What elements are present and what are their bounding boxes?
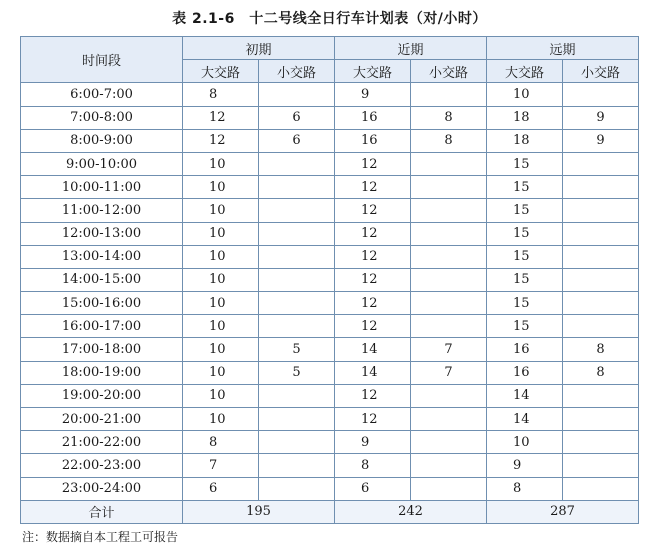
header-group-near: 近期 — [335, 37, 487, 60]
period-cell: 6:00-7:00 — [21, 83, 183, 106]
table-row — [21, 431, 639, 454]
small-route-cell — [259, 83, 335, 106]
period-cell: 20:00-21:00 — [21, 408, 183, 431]
table-row — [21, 129, 639, 152]
small-route-cell: 8 — [411, 106, 487, 129]
small-route-cell — [411, 454, 487, 477]
table-row — [21, 106, 639, 129]
table-row — [21, 245, 639, 268]
small-route-cell — [563, 222, 639, 245]
large-route-cell: 8 — [183, 83, 259, 106]
large-route-cell: 10 — [183, 292, 259, 315]
small-route-cell — [411, 222, 487, 245]
large-route-cell: 12 — [183, 129, 259, 152]
large-route-cell: 9 — [487, 454, 563, 477]
small-route-cell — [411, 152, 487, 175]
large-route-cell: 12 — [335, 152, 411, 175]
large-route-cell: 15 — [487, 315, 563, 338]
small-route-cell — [563, 292, 639, 315]
large-route-cell: 8 — [335, 454, 411, 477]
large-route-cell: 8 — [183, 431, 259, 454]
small-route-cell — [259, 315, 335, 338]
table-row — [21, 292, 639, 315]
large-route-cell: 10 — [183, 268, 259, 291]
period-cell: 17:00-18:00 — [21, 338, 183, 361]
period-cell: 23:00-24:00 — [21, 477, 183, 500]
large-route-cell: 12 — [335, 408, 411, 431]
large-route-cell: 15 — [487, 268, 563, 291]
period-cell: 21:00-22:00 — [21, 431, 183, 454]
small-route-cell — [259, 454, 335, 477]
small-route-cell: 9 — [563, 106, 639, 129]
small-route-cell — [563, 315, 639, 338]
large-route-cell: 14 — [487, 384, 563, 407]
large-route-cell: 14 — [335, 361, 411, 384]
small-route-cell — [411, 199, 487, 222]
large-route-cell: 14 — [487, 408, 563, 431]
period-cell: 16:00-17:00 — [21, 315, 183, 338]
header-group-initial: 初期 — [183, 37, 335, 60]
large-route-cell: 12 — [335, 245, 411, 268]
total-value: 195 — [183, 500, 335, 523]
table-row — [21, 199, 639, 222]
large-route-cell: 15 — [487, 245, 563, 268]
large-route-cell: 16 — [487, 361, 563, 384]
table-row — [21, 384, 639, 407]
header-sub-large: 大交路 — [487, 60, 563, 83]
total-row — [21, 500, 639, 523]
period-cell: 7:00-8:00 — [21, 106, 183, 129]
small-route-cell — [563, 477, 639, 500]
large-route-cell: 10 — [183, 152, 259, 175]
small-route-cell — [563, 176, 639, 199]
period-cell: 14:00-15:00 — [21, 268, 183, 291]
small-route-cell — [411, 176, 487, 199]
small-route-cell — [563, 199, 639, 222]
table-row — [21, 454, 639, 477]
table-row — [21, 222, 639, 245]
small-route-cell: 9 — [563, 129, 639, 152]
table-row — [21, 477, 639, 500]
large-route-cell: 10 — [183, 384, 259, 407]
small-route-cell — [259, 384, 335, 407]
small-route-cell — [411, 292, 487, 315]
table-title: 表 2.1-6 十二号线全日行车计划表（对/小时） — [172, 11, 487, 27]
small-route-cell: 7 — [411, 338, 487, 361]
large-route-cell: 15 — [487, 292, 563, 315]
small-route-cell: 6 — [259, 129, 335, 152]
small-route-cell: 8 — [411, 129, 487, 152]
small-route-cell — [411, 408, 487, 431]
small-route-cell — [411, 315, 487, 338]
small-route-cell — [259, 408, 335, 431]
small-route-cell: 6 — [259, 106, 335, 129]
large-route-cell: 10 — [183, 315, 259, 338]
small-route-cell — [563, 384, 639, 407]
large-route-cell: 10 — [183, 408, 259, 431]
small-route-cell — [259, 222, 335, 245]
header-period: 时间段 — [21, 37, 183, 83]
large-route-cell: 15 — [487, 152, 563, 175]
table-row — [21, 268, 639, 291]
period-cell: 13:00-14:00 — [21, 245, 183, 268]
large-route-cell: 18 — [487, 129, 563, 152]
table-row — [21, 338, 639, 361]
large-route-cell: 10 — [183, 222, 259, 245]
large-route-cell: 15 — [487, 176, 563, 199]
table-row — [21, 176, 639, 199]
small-route-cell — [259, 477, 335, 500]
period-cell: 19:00-20:00 — [21, 384, 183, 407]
small-route-cell — [259, 431, 335, 454]
large-route-cell: 10 — [183, 338, 259, 361]
large-route-cell: 6 — [183, 477, 259, 500]
large-route-cell: 10 — [183, 199, 259, 222]
table-row — [21, 315, 639, 338]
table-note: 注：数据摘自本工程工可报告 — [22, 530, 179, 544]
header-sub-large: 大交路 — [183, 60, 259, 83]
header-sub-small: 小交路 — [411, 60, 487, 83]
small-route-cell — [563, 152, 639, 175]
large-route-cell: 8 — [487, 477, 563, 500]
large-route-cell: 9 — [335, 431, 411, 454]
large-route-cell: 12 — [335, 176, 411, 199]
header-sub-small: 小交路 — [259, 60, 335, 83]
large-route-cell: 10 — [183, 245, 259, 268]
period-cell: 11:00-12:00 — [21, 199, 183, 222]
large-route-cell: 12 — [335, 292, 411, 315]
large-route-cell: 16 — [487, 338, 563, 361]
large-route-cell: 9 — [335, 83, 411, 106]
large-route-cell: 6 — [335, 477, 411, 500]
large-route-cell: 18 — [487, 106, 563, 129]
large-route-cell: 10 — [487, 83, 563, 106]
small-route-cell — [563, 83, 639, 106]
large-route-cell: 12 — [183, 106, 259, 129]
period-cell: 15:00-16:00 — [21, 292, 183, 315]
small-route-cell: 5 — [259, 338, 335, 361]
table-row — [21, 83, 639, 106]
small-route-cell: 8 — [563, 338, 639, 361]
small-route-cell — [563, 268, 639, 291]
small-route-cell — [411, 245, 487, 268]
large-route-cell: 12 — [335, 384, 411, 407]
header-group-far: 远期 — [487, 37, 639, 60]
period-cell: 9:00-10:00 — [21, 152, 183, 175]
header-sub-large: 大交路 — [335, 60, 411, 83]
small-route-cell — [411, 268, 487, 291]
large-route-cell: 12 — [335, 315, 411, 338]
table-row — [21, 152, 639, 175]
large-route-cell: 15 — [487, 199, 563, 222]
small-route-cell — [563, 408, 639, 431]
large-route-cell: 14 — [335, 338, 411, 361]
schedule-table — [20, 36, 639, 524]
small-route-cell — [563, 245, 639, 268]
period-cell: 18:00-19:00 — [21, 361, 183, 384]
large-route-cell: 12 — [335, 268, 411, 291]
total-value: 242 — [335, 500, 487, 523]
header-sub-small: 小交路 — [563, 60, 639, 83]
small-route-cell: 5 — [259, 361, 335, 384]
large-route-cell: 7 — [183, 454, 259, 477]
small-route-cell — [411, 83, 487, 106]
small-route-cell — [259, 199, 335, 222]
small-route-cell — [411, 384, 487, 407]
small-route-cell — [259, 245, 335, 268]
small-route-cell — [259, 268, 335, 291]
large-route-cell: 10 — [183, 176, 259, 199]
large-route-cell: 12 — [335, 222, 411, 245]
small-route-cell — [259, 176, 335, 199]
small-route-cell — [563, 431, 639, 454]
large-route-cell: 10 — [183, 361, 259, 384]
small-route-cell: 7 — [411, 361, 487, 384]
large-route-cell: 12 — [335, 199, 411, 222]
period-cell: 12:00-13:00 — [21, 222, 183, 245]
small-route-cell — [259, 152, 335, 175]
period-cell: 10:00-11:00 — [21, 176, 183, 199]
period-cell: 22:00-23:00 — [21, 454, 183, 477]
period-cell: 8:00-9:00 — [21, 129, 183, 152]
total-value: 287 — [487, 500, 639, 523]
small-route-cell — [563, 454, 639, 477]
small-route-cell — [411, 477, 487, 500]
table-row — [21, 408, 639, 431]
large-route-cell: 16 — [335, 129, 411, 152]
table-row — [21, 361, 639, 384]
total-label: 合计 — [21, 500, 183, 523]
large-route-cell: 16 — [335, 106, 411, 129]
small-route-cell — [259, 292, 335, 315]
large-route-cell: 15 — [487, 222, 563, 245]
small-route-cell: 8 — [563, 361, 639, 384]
small-route-cell — [411, 431, 487, 454]
large-route-cell: 10 — [487, 431, 563, 454]
table-body — [21, 83, 639, 524]
